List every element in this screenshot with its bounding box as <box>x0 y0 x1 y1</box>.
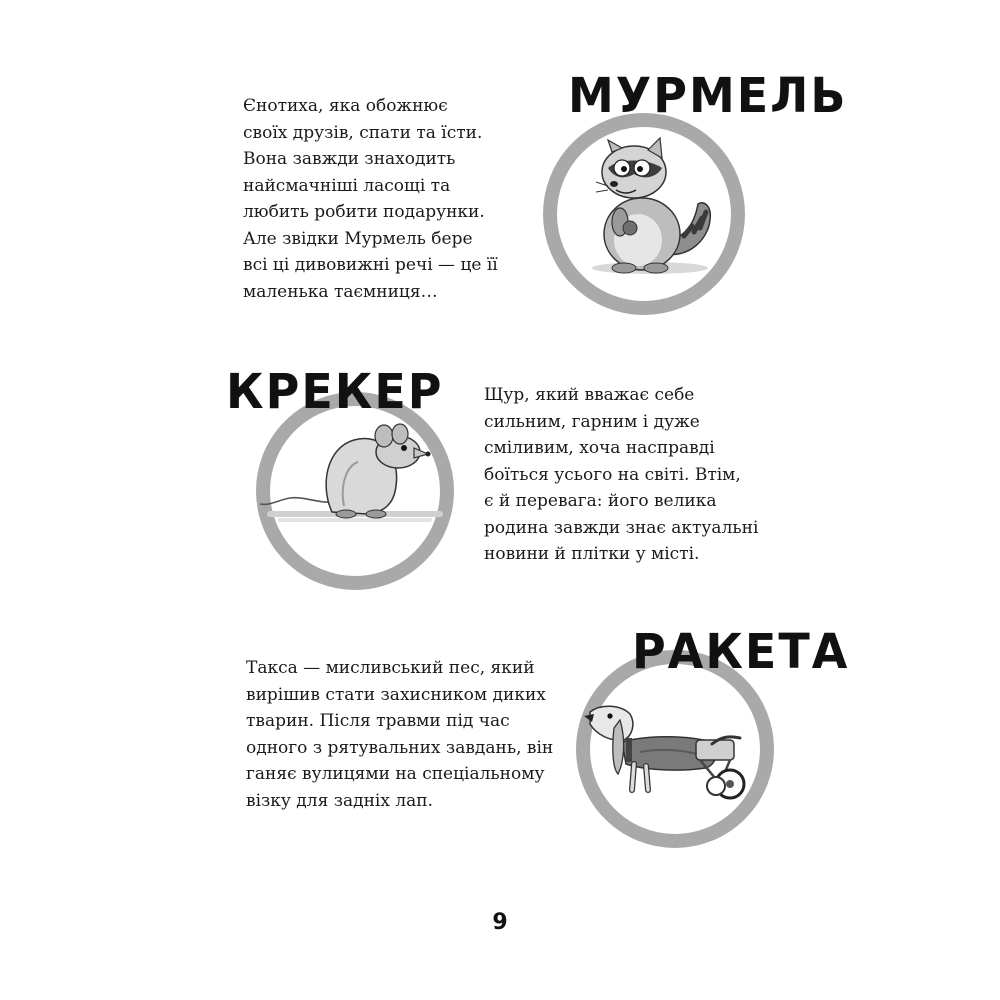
text-line: Щур, який вважає себе <box>484 385 695 405</box>
text-line: найсмачніші ласощі та <box>243 175 451 196</box>
text-line: тварин. Після травми під час <box>246 711 510 731</box>
murmel-title: МУРМЕЛЬ <box>568 66 848 124</box>
page-number: 9 <box>492 910 508 935</box>
text-line: своїх друзів, спати та їсти. <box>243 122 483 143</box>
raketa-description <box>246 655 553 814</box>
kreker-description <box>484 382 758 568</box>
text-line: маленька таємниця… <box>243 281 438 302</box>
text-line: всі ці дивовижні речі — це її <box>243 255 498 275</box>
text-line: ганяє вулицями на спеціальному <box>246 764 545 784</box>
text-line: вирішив стати захисником диких <box>246 684 546 705</box>
raketa-title: РАКЕТА <box>632 622 850 680</box>
text-line: новини й плітки у місті. <box>484 544 700 564</box>
text-line: одного з рятувальних завдань, він <box>246 737 554 758</box>
text-line: Але звідки Мурмель бере <box>243 228 473 249</box>
text-line: Єнотиха, яка обожнює <box>243 96 448 116</box>
text-line: Вона завжди знаходить <box>243 149 456 169</box>
text-line: сміливим, хоча насправді <box>484 438 715 458</box>
text-line: Такса — мисливський пес, який <box>246 658 535 678</box>
kreker-title: КРЕКЕР <box>226 362 444 420</box>
text-line: є й перевага: його велика <box>484 491 717 511</box>
text-line: родина завжди знає актуальні <box>484 517 759 538</box>
text-line: візку для задніх лап. <box>246 790 434 811</box>
text-line: боїться усього на світі. Втім, <box>484 464 741 485</box>
raccoon-illustration <box>538 108 750 320</box>
murmel-description <box>243 93 498 305</box>
text-line: любить робити подарунки. <box>243 202 485 222</box>
text-line: сильним, гарним і дуже <box>484 411 700 432</box>
